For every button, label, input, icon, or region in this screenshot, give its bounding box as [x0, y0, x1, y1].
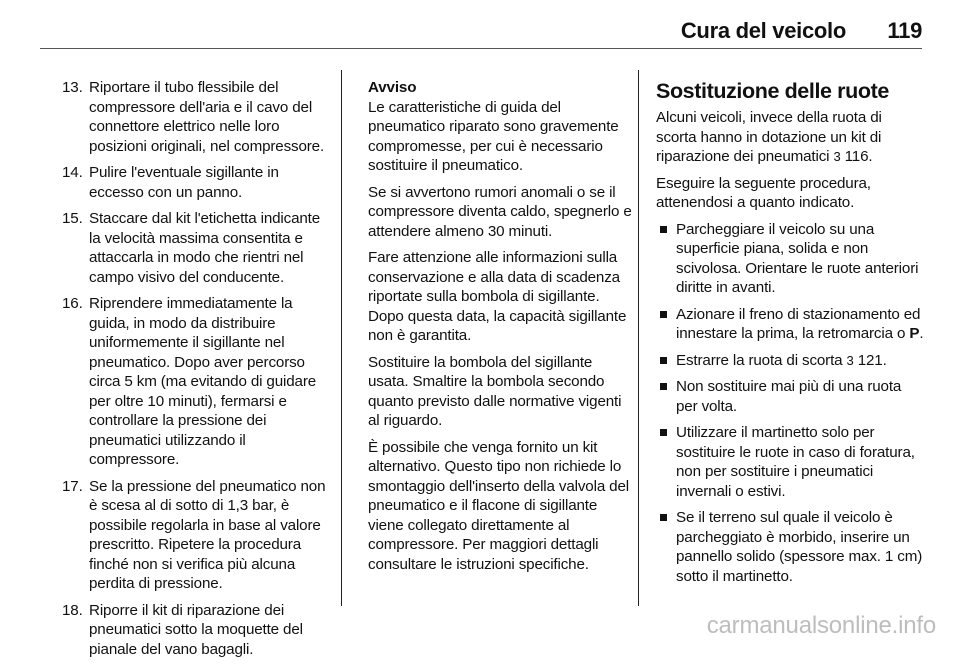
square-bullet-icon [660, 383, 667, 390]
step-14: 14. Pulire l'eventuale sigillante in eccesso con un panno. [62, 164, 279, 201]
avviso-paragraph: Le caratteristiche di guida del pneumatico riparato sono gravemente compromesse, per cui è necessario sostituire il pneumatico. [368, 98, 619, 174]
list-item: Parcheggiare il veicolo su una superficie piana, solida e non scivolosa. Orientare le ruote anteriori diritte in avanti. [656, 220, 924, 298]
column-middle [368, 78, 634, 581]
list-item: Azionare il freno di stazionamento ed innestare la prima, la retromarcia o P. [656, 305, 924, 344]
column-left [62, 78, 334, 666]
square-bullet-icon [660, 226, 667, 233]
intro-paragraph: Alcuni veicoli, invece della ruota di scorta hanno in dotazione un kit di riparazione dei pneumatici 3 116. [656, 109, 882, 165]
list-item: Utilizzare il martinetto solo per sostituire le ruote in caso di foratura, non per sostituire i pneumatici invernali o estivi. [656, 423, 924, 501]
step-13: 13. Riportare il tubo flessibile del compressore dell'aria e il cavo del connettore elettrico nelle loro posizioni originali, nel compressore. [62, 79, 325, 155]
square-bullet-icon [660, 311, 667, 318]
step-18: 18. Riporre il kit di riparazione dei pneumatici sotto la moquette del pianale del vano bagagli. [62, 601, 303, 658]
square-bullet-icon [660, 357, 667, 364]
square-bullet-icon [660, 514, 667, 521]
avviso-paragraph: Fare attenzione alle informazioni sulla conservazione e alla data di scadenza riportate sulla bombola di sigillante. Dopo questa data, la capacità sigillante non è garantita. [368, 249, 627, 344]
column-divider-left [341, 70, 342, 606]
step-17: 17. Se la pressione del pneumatico non è scesa al di sotto di 1,3 bar, è possibile regolarla in base al valore prescritto. Ripetere la procedura finché non si verifica più alcuna perdita di pressione. [62, 477, 326, 592]
avviso-box [368, 78, 634, 431]
watermark: carmanualsonline.info [706, 612, 936, 639]
instruction-paragraph: Eseguire la seguente procedura, attenendosi a quanto indicato. [656, 174, 871, 211]
column-right [656, 78, 924, 593]
page-reference-arrow-icon: 3 [833, 149, 841, 164]
gear-p-label: P [909, 325, 920, 342]
list-item: Estrarre la ruota di scorta 3 121. [656, 351, 924, 371]
step-16: 16. Riprendere immediatamente la guida, in modo da distribuire uniformemente il sigillante nel pneumatico. Dopo aver percorso circa 5 km (ma evitando di guidare per oltre 10 minuti), fermarsi e controllare la pressione dei pneumatici utilizzando il compressore. [62, 295, 317, 468]
square-bullet-icon [660, 429, 667, 436]
procedure-list [656, 220, 924, 587]
page-header [40, 14, 922, 49]
alternative-kit-paragraph: È possibile che venga fornito un kit alternativo. Questo tipo non richiede lo smontaggio dell'inserto della valvola del pneumatico e il flacone di sigillante viene collegato direttamente al compressore. Per maggiori dettagli consultare le istruzioni specifiche. [368, 438, 630, 573]
repair-steps-list [62, 78, 334, 659]
page-reference: 121. [857, 351, 887, 369]
column-divider-right [638, 70, 639, 606]
chapter-title: Cura del veicolo [680, 18, 846, 43]
step-15: 15. Staccare dal kit l'etichetta indicante la velocità massima consentita e attaccarla in modo che rientri nel campo visivo del conducente. [62, 210, 321, 286]
avviso-title: Avviso [368, 79, 417, 96]
avviso-paragraph: Sostituire la bombola del sigillante usata. Smaltire la bombola secondo quanto previsto dalle normative vigenti al riguardo. [368, 353, 622, 429]
page-number: 119 [887, 18, 922, 43]
list-item: Non sostituire mai più di una ruota per volta. [656, 377, 924, 416]
section-title: Sostituzione delle ruote [656, 79, 889, 103]
page-reference-arrow-icon: 3 [846, 352, 854, 368]
page-reference: 116. [844, 148, 873, 165]
avviso-paragraph: Se si avvertono rumori anomali o se il compressore diventa caldo, spegnerlo e attendere almeno 30 minuti. [368, 183, 632, 240]
list-item: Se il terreno sul quale il veicolo è parcheggiato è morbido, inserire un pannello solido (spessore max. 1 cm) sotto il martinetto. [656, 508, 924, 586]
